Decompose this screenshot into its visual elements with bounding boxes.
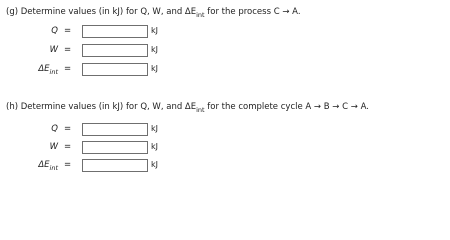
question-h-subscript: int <box>196 106 205 114</box>
variable-label-q: Q <box>51 124 58 134</box>
question-g-prompt <box>6 6 301 18</box>
delta-e-int-answer-input[interactable] <box>82 63 148 76</box>
question-h-label: (h) <box>6 102 19 112</box>
question-h-text: Determine values (in kJ) for Q, W, and ΔE <box>20 102 197 112</box>
w-answer-input[interactable] <box>82 141 148 154</box>
equals-sign: = <box>64 26 72 36</box>
question-h-tail: for the complete cycle A → B → C → A. <box>207 102 369 112</box>
unit-label: kJ <box>151 26 158 35</box>
w-answer-input[interactable] <box>82 44 148 57</box>
equals-sign: = <box>64 160 72 170</box>
delta-e-int-answer-input[interactable] <box>82 159 148 172</box>
q-answer-input[interactable] <box>82 123 148 136</box>
variable-label-w: W <box>49 45 58 55</box>
equals-sign: = <box>64 64 72 74</box>
variable-label-delta-e-int: $\Delta E_{int}$ <box>38 160 58 172</box>
unit-label: kJ <box>151 64 158 73</box>
unit-label: kJ <box>151 45 158 54</box>
question-g-subscript: int <box>196 11 205 19</box>
equals-sign: = <box>64 45 72 55</box>
variable-label-q: Q <box>51 26 58 36</box>
unit-label: kJ <box>151 142 158 151</box>
question-g-tail: for the process C → A. <box>207 7 301 17</box>
question-g-text: Determine values (in kJ) for Q, W, and ΔE <box>20 7 197 17</box>
equals-sign: = <box>64 142 72 152</box>
question-h-prompt <box>6 101 369 113</box>
variable-label-delta-e-int: $\Delta E_{int}$ <box>38 64 58 76</box>
q-answer-input[interactable] <box>82 25 148 38</box>
equals-sign: = <box>64 124 72 134</box>
variable-label-w: W <box>49 142 58 152</box>
unit-label: kJ <box>151 160 158 169</box>
unit-label: kJ <box>151 124 158 133</box>
question-g-label: (g) <box>6 7 19 17</box>
